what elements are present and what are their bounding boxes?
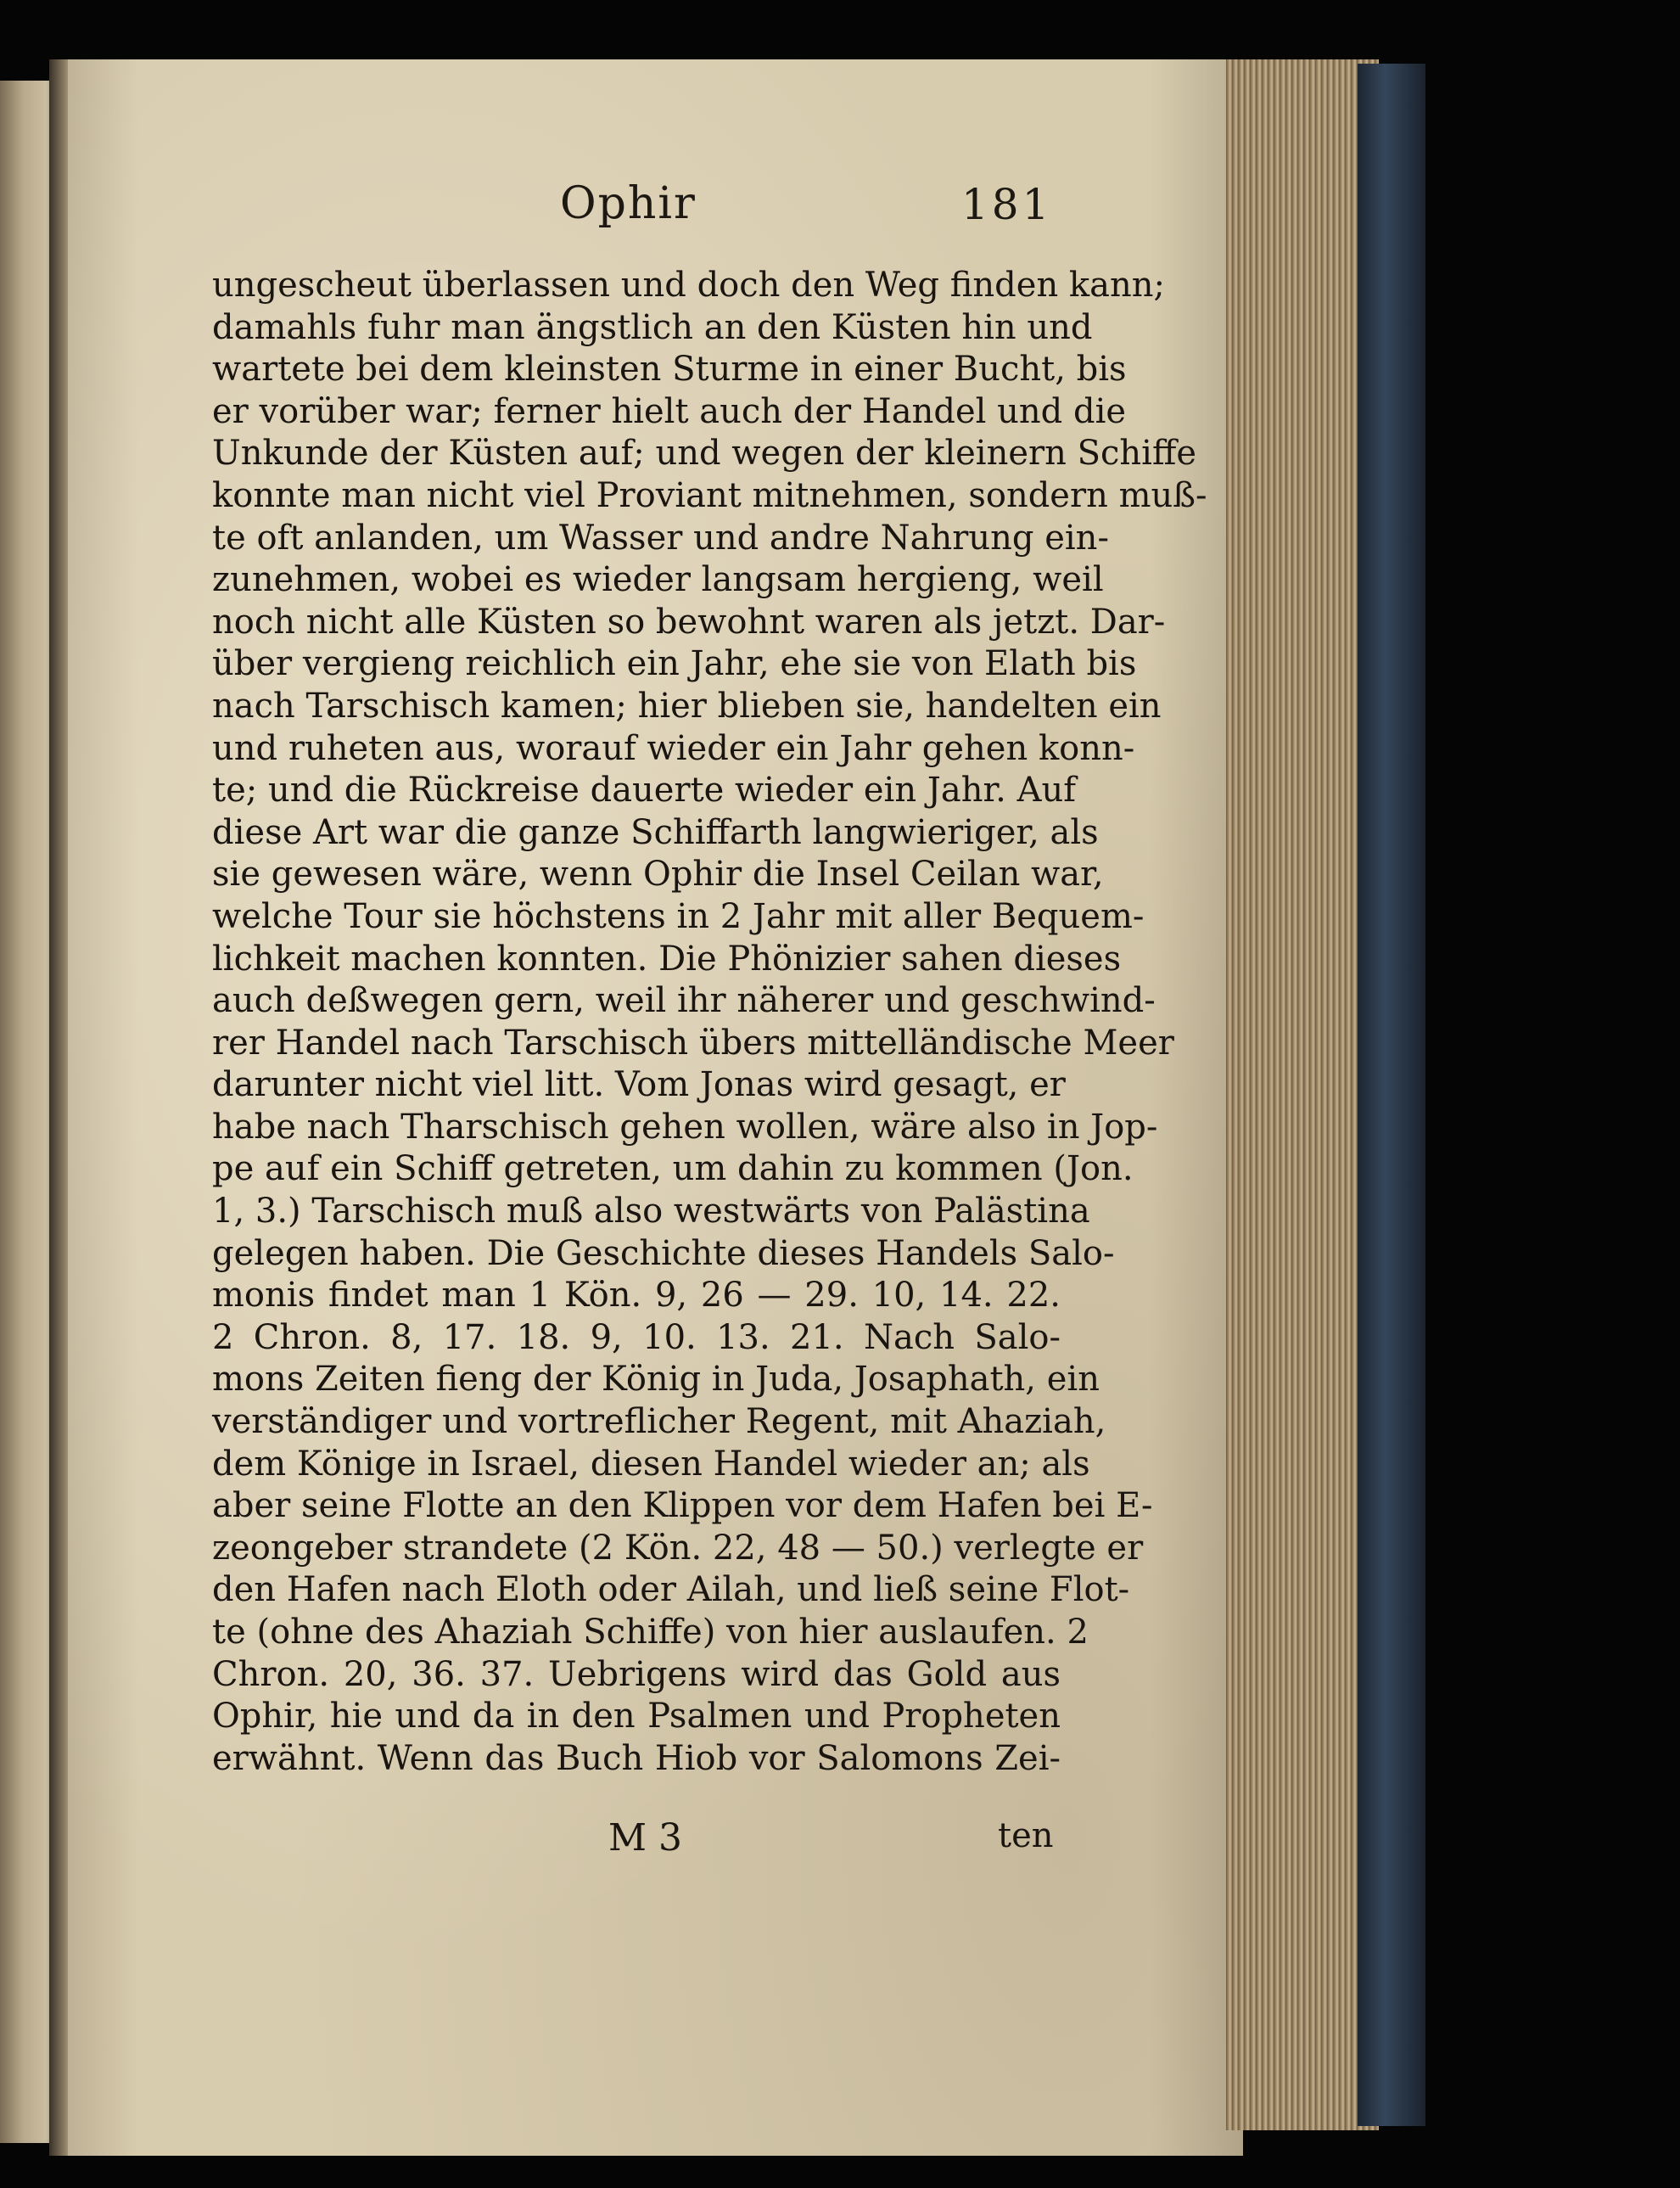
text-line: nach Tarschisch kamen; hier blieben sie, handelten ein bbox=[212, 686, 1162, 726]
text-line: 1, 3.) Tarschisch muß also westwärts von Palästina bbox=[212, 1192, 1090, 1231]
text-line: konnte man nicht viel Proviant mitnehmen, sondern muß- bbox=[212, 475, 1207, 515]
page-footer bbox=[68, 1816, 1243, 1867]
text-line: lichkeit machen konnten. Die Phönizier sahen dieses bbox=[212, 939, 1122, 979]
text-line: noch nicht alle Küsten so bewohnt waren als jetzt. Dar- bbox=[212, 602, 1166, 642]
catchword: ten bbox=[998, 1816, 1054, 1855]
text-line: 2 Chron. 8, 17. 18. 9, 10. 13. 21. Nach Salo- bbox=[212, 1317, 1061, 1357]
text-line: er vorüber war; ferner hielt auch der Handel und die bbox=[212, 391, 1127, 431]
text-line: diese Art war die ganze Schiffarth langwieriger, als bbox=[212, 812, 1099, 852]
book-cover-edge bbox=[1358, 64, 1425, 2126]
text-line: te oft anlanden, um Wasser und andre Nahrung ein- bbox=[212, 518, 1109, 558]
text-line: wartete bei dem kleinsten Sturme in einer Bucht, bis bbox=[212, 350, 1127, 390]
text-line: pe auf ein Schiff getreten, um dahin zu kommen (Jon. bbox=[212, 1149, 1134, 1189]
text-line: und ruheten aus, worauf wieder ein Jahr gehen konn- bbox=[212, 728, 1135, 768]
page-number: 181 bbox=[961, 180, 1053, 229]
text-line: auch deßwegen gern, weil ihr näherer und geschwind- bbox=[212, 981, 1156, 1021]
text-line: te; und die Rückreise dauerte wieder ein Jahr. Auf bbox=[212, 771, 1077, 811]
text-line: ungescheut überlassen und doch den Weg finden kann; bbox=[212, 266, 1166, 305]
text-line: rer Handel nach Tarschisch übers mittelländische Meer bbox=[212, 1023, 1174, 1063]
body-text bbox=[212, 265, 1207, 1780]
text-line: zunehmen, wobei es wieder langsam hergieng, weil bbox=[212, 560, 1104, 600]
signature-mark: M 3 bbox=[608, 1816, 683, 1860]
text-line: welche Tour sie höchstens in 2 Jahr mit aller Bequem- bbox=[212, 896, 1145, 936]
text-line: verständiger und vortreflicher Regent, mit Ahaziah, bbox=[212, 1402, 1106, 1442]
page-stack-edges bbox=[1226, 59, 1379, 2130]
text-line: te (ohne des Ahaziah Schiffe) von hier auslaufen. 2 bbox=[212, 1613, 1089, 1652]
text-line: Ophir, hie und da in den Psalmen und Propheten bbox=[212, 1697, 1061, 1736]
running-title: Ophir bbox=[560, 178, 697, 229]
text-line: mons Zeiten fieng der König in Juda, Josaphath, ein bbox=[212, 1360, 1100, 1400]
text-line: zeongeber strandete (2 Kön. 22, 48 — 50.) verlegte er bbox=[212, 1528, 1144, 1568]
text-line: dem Könige in Israel, diesen Handel wieder an; als bbox=[212, 1444, 1090, 1484]
text-line: Chron. 20, 36. 37. Uebrigens wird das Gold aus bbox=[212, 1654, 1061, 1694]
text-line: den Hafen nach Eloth oder Ailah, und ließ seine Flot- bbox=[212, 1570, 1130, 1610]
text-line: sie gewesen wäre, wenn Ophir die Insel Ceilan war, bbox=[212, 855, 1104, 895]
text-line: aber seine Flotte an den Klippen vor dem Hafen bei E- bbox=[212, 1486, 1153, 1526]
text-line: gelegen haben. Die Geschichte dieses Handels Salo- bbox=[212, 1233, 1115, 1273]
text-line: damahls fuhr man ängstlich an den Küsten hin und bbox=[212, 307, 1093, 347]
text-line: darunter nicht viel litt. Vom Jonas wird gesagt, er bbox=[212, 1065, 1066, 1105]
text-line: erwähnt. Wenn das Buch Hiob vor Salomons Zei- bbox=[212, 1738, 1061, 1778]
page-header bbox=[68, 178, 1243, 246]
text-line: monis findet man 1 Kön. 9, 26 — 29. 10, 14. 22. bbox=[212, 1276, 1061, 1316]
text-line: über vergieng reichlich ein Jahr, ehe sie von Elath bis bbox=[212, 644, 1137, 684]
text-line: habe nach Tharschisch gehen wollen, wäre also in Jop- bbox=[212, 1107, 1158, 1147]
text-line: Unkunde der Küsten auf; und wegen der kleinern Schiffe bbox=[212, 434, 1197, 474]
